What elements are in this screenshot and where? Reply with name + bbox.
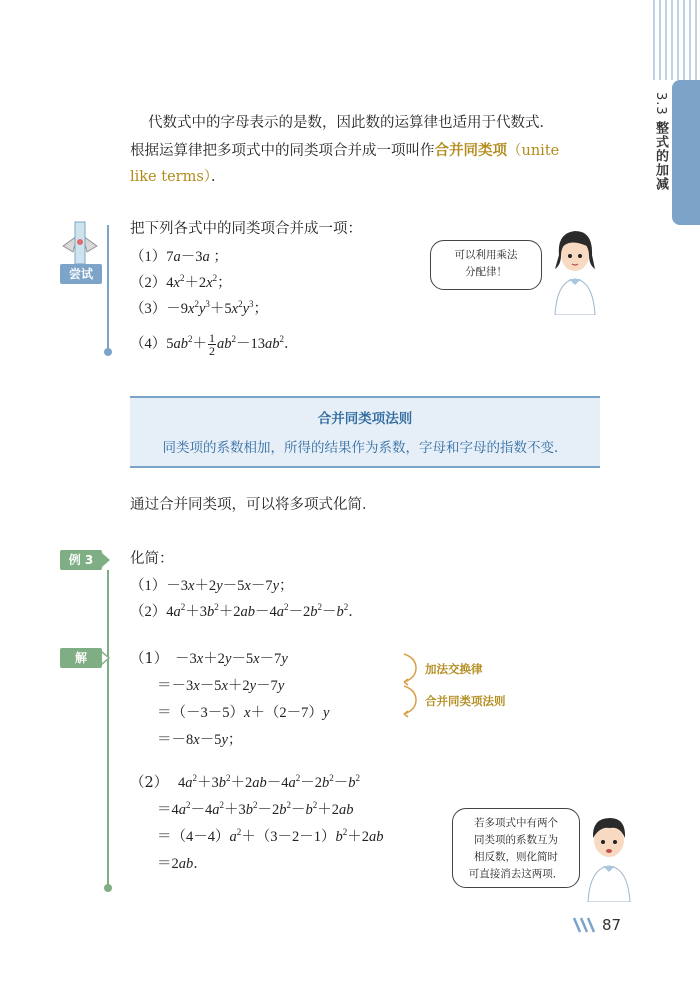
- solution-badge: 解: [60, 648, 102, 668]
- try-item-4: $(4)5ab^2+$ $\frac{1}{2}$ $ab^2-13ab^2$．: [130, 331, 299, 358]
- solution-badge-arrow-inner: [102, 653, 108, 663]
- try-item-1: （1）7a－3a ；: [130, 249, 228, 265]
- example-item-2: $(2)4a^2+3b^2+2ab-4a^2-2b^2-b^2$．: [130, 602, 363, 620]
- example-vertical-line: [107, 570, 109, 888]
- rule-body: 同类项的系数相加，所得的结果作为系数，字母和字母的指数不变．: [162, 440, 568, 456]
- chapter-tab-stripes: [650, 0, 700, 80]
- speech-bubble-girl: 可以利用乘法 分配律！: [430, 240, 542, 290]
- page-number: 87: [602, 916, 622, 934]
- term-english-a: （unite: [507, 143, 560, 159]
- solution-1-line-2: ＝－3x－5x＋2y－7y: [157, 678, 285, 694]
- girl-illustration: [545, 225, 605, 315]
- chapter-title: 整式的加减: [653, 120, 668, 191]
- term-english-b: like terms）: [130, 169, 212, 185]
- try-line-dot: [104, 348, 112, 356]
- try-item-3: $(3)-9x^2y^3+5x^2y^3$；: [130, 299, 268, 317]
- example-line-dot: [104, 884, 112, 892]
- term-highlight: 合并同类项: [434, 143, 507, 159]
- try-instruction: 把下列各式中的同类项合并成一项：: [130, 221, 362, 237]
- solution-label-1: （1）: [130, 651, 169, 667]
- step-brace-icon: [400, 652, 420, 718]
- example-badge: 例 3: [60, 550, 102, 570]
- fraction-one-half: $\frac{1}{2}$: [209, 331, 215, 358]
- speech-bubble-boy: 若多项式中有两个 同类项的系数互为 相反数，则化简时 可直接消去这两项．: [452, 808, 580, 888]
- try-vertical-line: [107, 225, 109, 352]
- solution-2-line-1: $4a^2+3b^2+2ab-4a^2-2b^2-b^2$: [178, 773, 360, 791]
- intro-line-2: 根据运算律把多项式中的同类项合并成一项叫作合并同类项（unite: [130, 143, 560, 159]
- example-title: 化简：: [130, 551, 174, 567]
- solution-label-2: （2）: [130, 775, 169, 791]
- solution-2-line-4: ＝2ab．: [157, 856, 208, 872]
- note-commutative-law: 加法交换律: [425, 662, 483, 676]
- intro-line-1: 代数式中的字母表示的是数，因此数的运算律也适用于代数式．: [148, 115, 554, 131]
- chapter-tab: [672, 80, 700, 225]
- try-item-2: $(2)4x^2+2x^2$；: [130, 273, 232, 291]
- solution-2-line-2: $=4a^2-4a^2+3b^2-2b^2-b^2+2ab$: [157, 800, 354, 818]
- note-combine-rule: 合并同类项法则: [425, 694, 506, 708]
- chapter-label: [648, 92, 670, 191]
- try-section-icon: [55, 218, 105, 268]
- solution-1-line-4: ＝－8x－5y；: [157, 732, 243, 748]
- rule-title: 合并同类项法则: [317, 411, 413, 427]
- page-stripes-icon: [572, 916, 600, 934]
- example-item-1: （1）－3x＋2y－5x－7y；: [130, 578, 294, 594]
- solution-1-line-3: ＝（－3－5）x＋（2－7）y: [157, 705, 330, 721]
- try-badge: 尝试: [60, 264, 102, 284]
- solution-2-line-3: $=(4-4)a^2+(3-2-1)b^2+2ab$: [157, 827, 384, 845]
- example-badge-arrow: [102, 553, 110, 567]
- intro-line-3: like terms）．: [130, 169, 226, 185]
- solution-1-line-1: －3x＋2y－5x－7y: [175, 651, 288, 667]
- boy-illustration: [580, 810, 638, 902]
- simplify-sentence: 通过合并同类项，可以将多项式化简．: [130, 497, 377, 513]
- chapter-section: 3.3: [653, 92, 668, 116]
